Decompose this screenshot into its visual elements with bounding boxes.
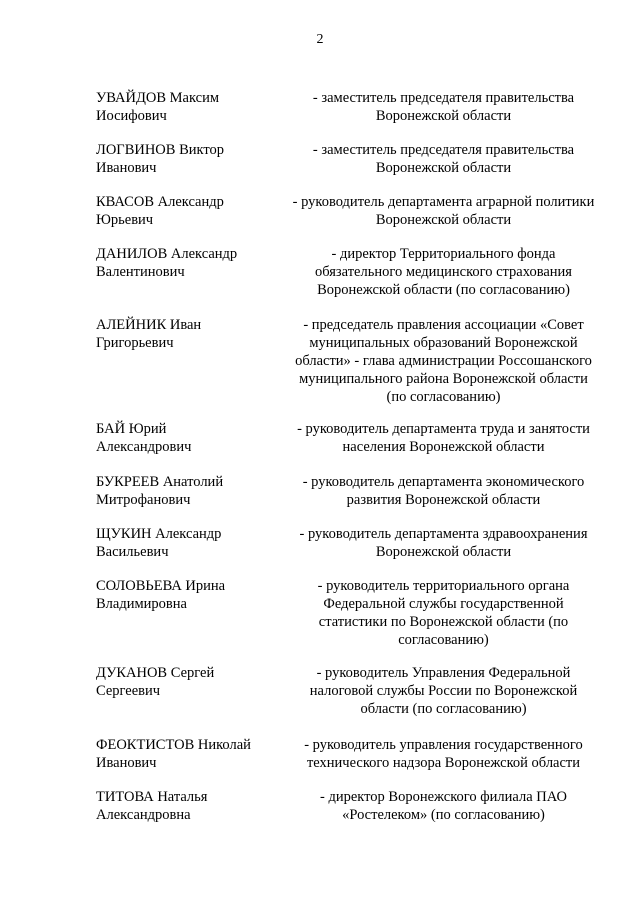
- member-entry: [96, 736, 606, 772]
- role-line: - председатель правления ассоциации «Совет: [303, 317, 584, 333]
- role-line: - заместитель председателя правительства: [312, 90, 575, 106]
- role-line: - руководитель управления государственного: [304, 737, 583, 753]
- member-role: [281, 316, 606, 406]
- member-entry: [96, 664, 606, 718]
- role-line: - директор Воронежского филиала ПАО: [320, 789, 567, 805]
- member-surname: АЛЕЙНИК Иван: [96, 317, 202, 333]
- member-role: [281, 525, 606, 561]
- role-line: Воронежской области: [375, 108, 512, 124]
- role-line: - руководитель департамента труда и занятости: [297, 421, 590, 437]
- member-patronymic: Александровна: [96, 807, 191, 823]
- member-name: [96, 89, 281, 125]
- member-patronymic: Иосифович: [96, 108, 167, 124]
- member-role: [281, 420, 606, 456]
- member-entry: [96, 316, 606, 406]
- role-line: Федеральной службы государственной: [323, 596, 564, 612]
- member-patronymic: Васильевич: [96, 544, 169, 560]
- member-name: [96, 141, 281, 177]
- role-line: (по согласованию): [386, 389, 501, 405]
- member-name: [96, 577, 281, 649]
- role-line: - директор Территориального фонда: [331, 246, 556, 262]
- role-line: - руководитель департамента аграрной политики: [292, 194, 595, 210]
- member-patronymic: Митрофанович: [96, 492, 191, 508]
- member-patronymic: Иванович: [96, 160, 157, 176]
- member-entry: [96, 89, 606, 125]
- member-surname: БУКРЕЕВ Анатолий: [96, 474, 224, 490]
- role-line: населения Воронежской области: [342, 439, 545, 455]
- role-line: статистики по Воронежской области (по: [318, 614, 569, 630]
- role-line: - заместитель председателя правительства: [312, 142, 575, 158]
- page-number: 2: [316, 32, 324, 47]
- member-surname: УВАЙДОВ Максим: [96, 90, 220, 106]
- member-entry: [96, 577, 606, 649]
- role-line: - руководитель территориального органа: [317, 578, 570, 594]
- member-name: [96, 420, 281, 456]
- member-role: [281, 193, 606, 229]
- role-line: согласованию): [398, 632, 489, 648]
- role-line: «Ростелеком» (по согласованию): [342, 807, 545, 823]
- role-line: налоговой службы России по Воронежской: [309, 683, 578, 699]
- member-role: [281, 141, 606, 177]
- role-line: Воронежской области: [375, 544, 512, 560]
- role-line: муниципального района Воронежской области: [299, 371, 588, 387]
- role-line: технического надзора Воронежской области: [306, 755, 581, 771]
- member-surname: ЩУКИН Александр: [96, 526, 222, 542]
- member-role: [281, 577, 606, 649]
- role-line: области» - глава администрации Россошанского: [295, 353, 592, 369]
- member-entry: [96, 420, 606, 456]
- member-surname: ТИТОВА Наталья: [96, 789, 208, 805]
- member-name: [96, 525, 281, 561]
- member-surname: ЛОГВИНОВ Виктор: [96, 142, 225, 158]
- role-line: - руководитель Управления Федеральной: [316, 665, 571, 681]
- member-role: [281, 473, 606, 509]
- member-role: [281, 89, 606, 125]
- member-patronymic: Иванович: [96, 755, 157, 771]
- member-patronymic: Григорьевич: [96, 335, 174, 351]
- member-name: [96, 664, 281, 718]
- member-name: [96, 788, 281, 824]
- member-name: [96, 193, 281, 229]
- role-line: - руководитель департамента экономического: [302, 474, 585, 490]
- role-line: Воронежской области (по согласованию): [317, 282, 570, 298]
- member-entry: [96, 525, 606, 561]
- member-name: [96, 736, 281, 772]
- member-surname: ФЕОКТИСТОВ Николай: [96, 737, 251, 753]
- role-line: Воронежской области: [375, 160, 512, 176]
- role-line: Воронежской области: [375, 212, 512, 228]
- member-role: [281, 788, 606, 824]
- member-surname: ДАНИЛОВ Александр: [96, 246, 238, 262]
- member-role: [281, 664, 606, 718]
- member-patronymic: Александрович: [96, 439, 192, 455]
- member-name: [96, 245, 281, 299]
- member-entry: [96, 141, 606, 177]
- member-patronymic: Сергеевич: [96, 683, 161, 699]
- role-line: развития Воронежской области: [346, 492, 541, 508]
- member-patronymic: Валентинович: [96, 264, 185, 280]
- member-surname: БАЙ Юрий: [96, 421, 167, 437]
- role-line: муниципальных образований Воронежской: [309, 335, 578, 351]
- member-entry: [96, 473, 606, 509]
- member-patronymic: Владимировна: [96, 596, 187, 612]
- member-entry: [96, 788, 606, 824]
- member-role: [281, 736, 606, 772]
- member-entry: [96, 193, 606, 229]
- member-name: [96, 316, 281, 406]
- member-surname: СОЛОВЬЕВА Ирина: [96, 578, 226, 594]
- member-patronymic: Юрьевич: [96, 212, 154, 228]
- role-line: обязательного медицинского страхования: [315, 264, 572, 280]
- member-surname: КВАСОВ Александр: [96, 194, 224, 210]
- member-surname: ДУКАНОВ Сергей: [96, 665, 215, 681]
- role-line: - руководитель департамента здравоохранения: [299, 526, 588, 542]
- member-name: [96, 473, 281, 509]
- role-line: области (по согласованию): [360, 701, 527, 717]
- member-role: [281, 245, 606, 299]
- member-entry: [96, 245, 606, 299]
